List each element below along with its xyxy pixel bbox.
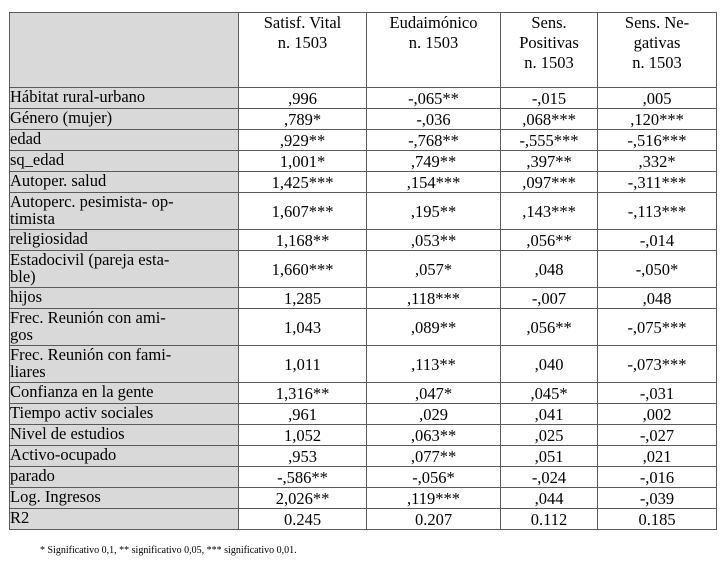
table-cell: 0.245 <box>239 509 367 530</box>
table-cell: ,056** <box>501 309 598 346</box>
table-row <box>10 109 717 130</box>
table-cell: -,555*** <box>501 130 598 151</box>
table-cell: ,005 <box>598 88 717 109</box>
table-row <box>10 488 717 509</box>
table-row <box>10 130 717 151</box>
table-cell: ,120*** <box>598 109 717 130</box>
row-label: Frec. Reunión con ami- gos <box>10 309 239 346</box>
table-cell: -,031 <box>598 383 717 404</box>
table-body <box>10 88 717 530</box>
table-cell: ,119*** <box>367 488 501 509</box>
col-header-sens-negativas: Sens. Ne- gativas n. 1503 <box>598 13 717 88</box>
table-cell: -,073*** <box>598 346 717 383</box>
row-label: Nivel de estudios <box>10 425 239 446</box>
table-cell: ,051 <box>501 446 598 467</box>
table-cell: 1,011 <box>239 346 367 383</box>
table-cell: ,953 <box>239 446 367 467</box>
table-cell: 0.207 <box>367 509 501 530</box>
header-row <box>10 13 717 88</box>
table-cell: ,789* <box>239 109 367 130</box>
table-cell: ,025 <box>501 425 598 446</box>
table-row <box>10 467 717 488</box>
table-cell: ,089** <box>367 309 501 346</box>
table-cell: ,040 <box>501 346 598 383</box>
table-cell: ,332* <box>598 151 717 172</box>
row-label: Género (mujer) <box>10 109 239 130</box>
row-label: Frec. Reunión con fami- liares <box>10 346 239 383</box>
table-cell: ,057* <box>367 251 501 288</box>
table-cell: 1,316** <box>239 383 367 404</box>
table-row <box>10 404 717 425</box>
table-cell: 2,026** <box>239 488 367 509</box>
table-row <box>10 425 717 446</box>
table-cell: -,014 <box>598 230 717 251</box>
row-label: Autoper. salud <box>10 172 239 193</box>
table-cell: ,063** <box>367 425 501 446</box>
table-row <box>10 172 717 193</box>
table-cell: -,065** <box>367 88 501 109</box>
table-cell: -,007 <box>501 288 598 309</box>
row-label: hijos <box>10 288 239 309</box>
col-header-sens-positivas: Sens. Positivas n. 1503 <box>501 13 598 88</box>
table-cell: -,311*** <box>598 172 717 193</box>
table-cell: -,024 <box>501 467 598 488</box>
table-cell: ,056** <box>501 230 598 251</box>
table-cell: 1,001* <box>239 151 367 172</box>
table-cell: ,021 <box>598 446 717 467</box>
table-row <box>10 346 717 383</box>
table-cell: -,075*** <box>598 309 717 346</box>
table-row <box>10 230 717 251</box>
table-cell: 1,660*** <box>239 251 367 288</box>
footnote: * Significativo 0,1, ** significativo 0,05, *** significativo 0,01. <box>40 545 297 556</box>
table-cell: -,027 <box>598 425 717 446</box>
table-cell: ,044 <box>501 488 598 509</box>
row-label: Estadocivil (pareja esta- ble) <box>10 251 239 288</box>
table-cell: 1,425*** <box>239 172 367 193</box>
table-cell: ,749** <box>367 151 501 172</box>
table-cell: ,195** <box>367 193 501 230</box>
row-label: parado <box>10 467 239 488</box>
row-label: religiosidad <box>10 230 239 251</box>
table-cell: ,029 <box>367 404 501 425</box>
table-cell: ,113** <box>367 346 501 383</box>
table-row <box>10 193 717 230</box>
table-cell: ,041 <box>501 404 598 425</box>
table-cell: ,045* <box>501 383 598 404</box>
table-cell: -,586** <box>239 467 367 488</box>
results-table <box>9 12 717 530</box>
table-cell: 1,285 <box>239 288 367 309</box>
table-cell: ,053** <box>367 230 501 251</box>
table-cell: ,929** <box>239 130 367 151</box>
table-cell: ,143*** <box>501 193 598 230</box>
table-cell: ,048 <box>501 251 598 288</box>
table-cell: ,961 <box>239 404 367 425</box>
table-cell: ,397** <box>501 151 598 172</box>
table-cell: -,516*** <box>598 130 717 151</box>
table-row <box>10 288 717 309</box>
table-cell: ,048 <box>598 288 717 309</box>
row-label: edad <box>10 130 239 151</box>
table-row <box>10 383 717 404</box>
table-cell: -,768** <box>367 130 501 151</box>
row-label: sq_edad <box>10 151 239 172</box>
table-cell: -,039 <box>598 488 717 509</box>
row-label: Autoperc. pesimista- op- timista <box>10 193 239 230</box>
corner-cell <box>10 13 239 88</box>
table-cell: 1,043 <box>239 309 367 346</box>
table-cell: 1,607*** <box>239 193 367 230</box>
row-label: Log. Ingresos <box>10 488 239 509</box>
table-cell: ,047* <box>367 383 501 404</box>
table-row <box>10 88 717 109</box>
col-header-eudaimonico: Eudaimónico n. 1503 <box>367 13 501 88</box>
table-cell: 1,052 <box>239 425 367 446</box>
row-label: R2 <box>10 509 239 530</box>
table-cell: ,068*** <box>501 109 598 130</box>
table-cell: -,015 <box>501 88 598 109</box>
row-label: Hábitat rural-urbano <box>10 88 239 109</box>
row-label: Activo-ocupado <box>10 446 239 467</box>
table-cell: 0.112 <box>501 509 598 530</box>
table-row <box>10 446 717 467</box>
table-cell: ,002 <box>598 404 717 425</box>
table-cell: ,996 <box>239 88 367 109</box>
table-cell: 1,168** <box>239 230 367 251</box>
table-row <box>10 309 717 346</box>
col-header-satisf-vital: Satisf. Vital n. 1503 <box>239 13 367 88</box>
table-cell: ,097*** <box>501 172 598 193</box>
table-cell: -,036 <box>367 109 501 130</box>
row-label: Tiempo activ sociales <box>10 404 239 425</box>
table-cell: -,113*** <box>598 193 717 230</box>
table-cell: -,050* <box>598 251 717 288</box>
table-row <box>10 151 717 172</box>
table-cell: ,118*** <box>367 288 501 309</box>
table-row <box>10 251 717 288</box>
table-cell: 0.185 <box>598 509 717 530</box>
row-label: Confianza en la gente <box>10 383 239 404</box>
table-row <box>10 509 717 530</box>
table-cell: -,056* <box>367 467 501 488</box>
table-cell: ,154*** <box>367 172 501 193</box>
table-cell: -,016 <box>598 467 717 488</box>
table-cell: ,077** <box>367 446 501 467</box>
